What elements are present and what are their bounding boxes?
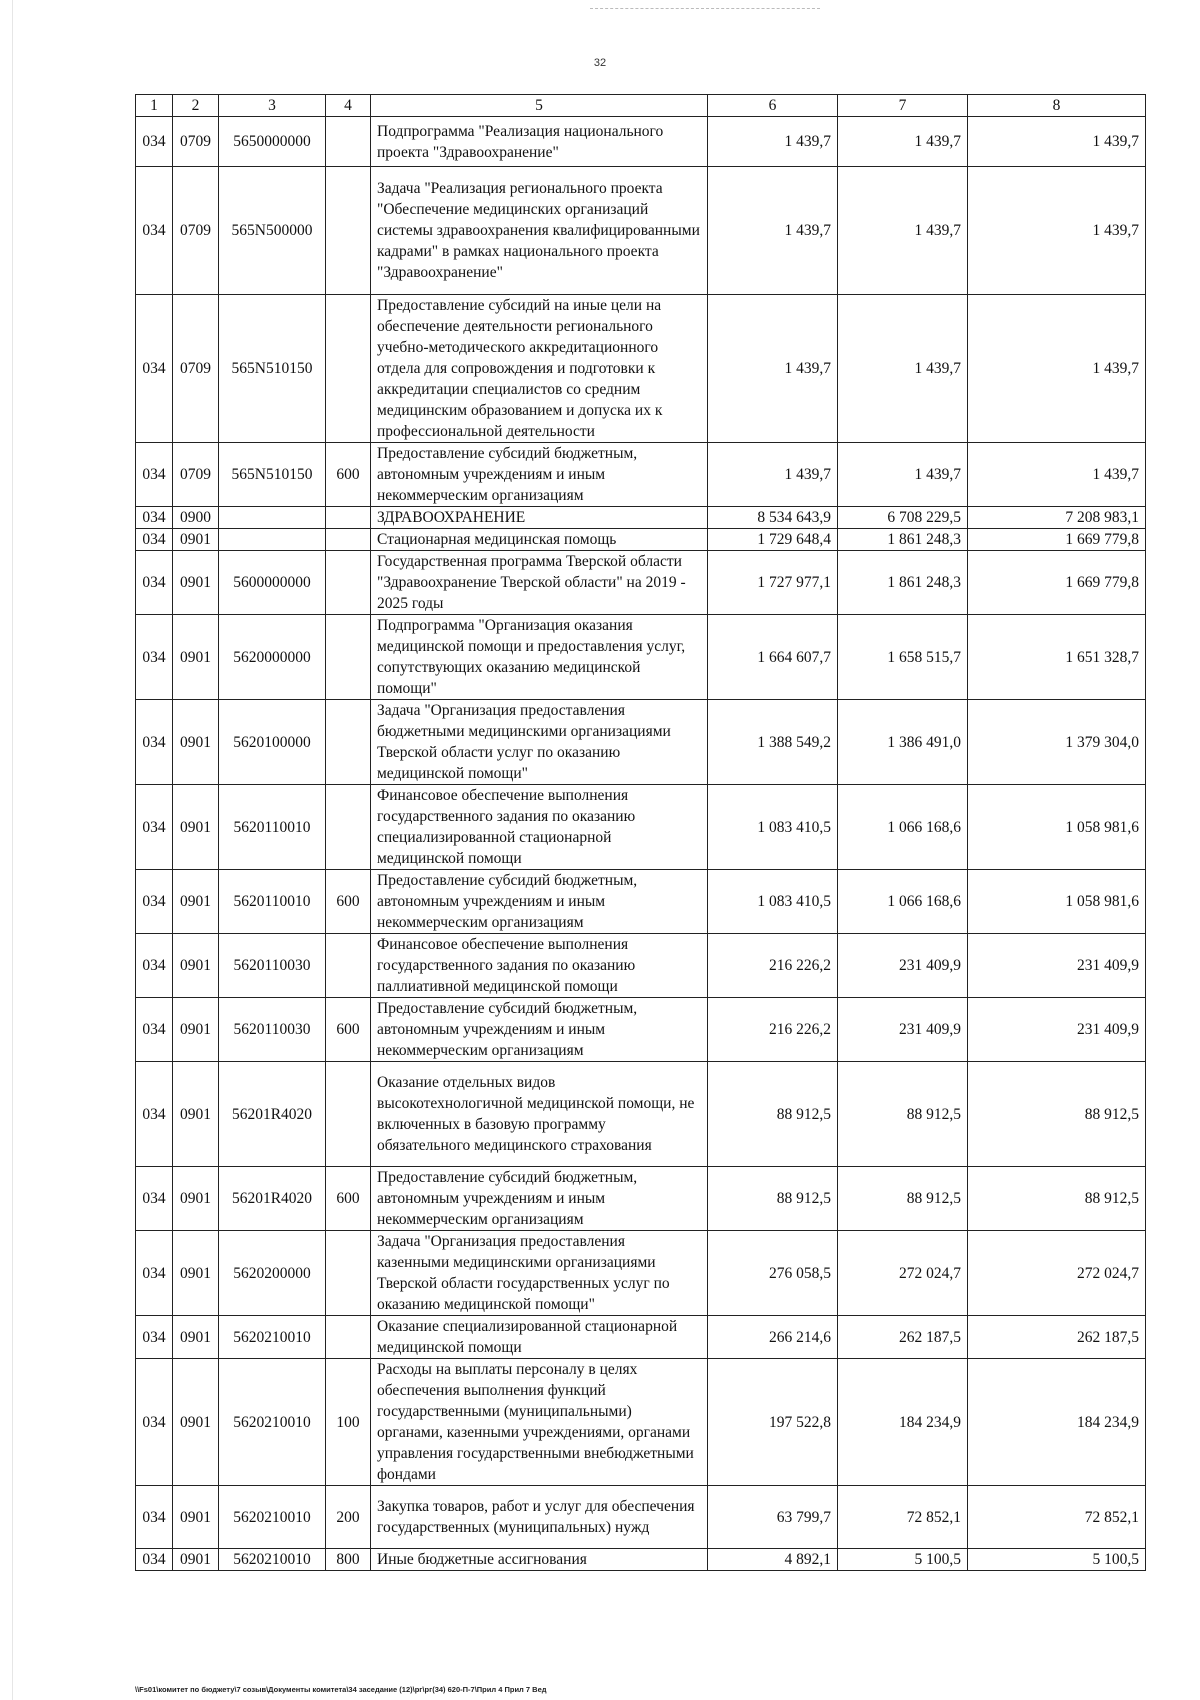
table-cell-7: 1 439,7 [838, 117, 968, 167]
table-cell-5: Государственная программа Тверской области "Здравоохранение Тверской области" на 2019 - 2025 годы [371, 551, 708, 615]
table-cell-4 [326, 615, 371, 700]
header-cell: 7 [838, 95, 968, 117]
table-cell-3: 565N510150 [219, 295, 326, 443]
table-cell-6: 1 083 410,5 [708, 785, 838, 870]
table-row [136, 1062, 1146, 1167]
header-row [136, 95, 1146, 117]
table-cell-2: 0901 [173, 998, 219, 1062]
table-cell-5: Финансовое обеспечение выполнения государственного задания по оказанию паллиативной медицинской помощи [371, 934, 708, 998]
table-cell-5: Стационарная медицинская помощь [371, 529, 708, 551]
header-cell: 4 [326, 95, 371, 117]
table-cell-7: 88 912,5 [838, 1062, 968, 1167]
scan-top-mark [590, 8, 820, 10]
table-cell-1: 034 [136, 934, 173, 998]
table-cell-1: 034 [136, 551, 173, 615]
table-cell-2: 0901 [173, 1316, 219, 1359]
table-cell-1: 034 [136, 785, 173, 870]
table-cell-6: 1 439,7 [708, 167, 838, 295]
table-cell-6: 1 439,7 [708, 443, 838, 507]
table-cell-8: 1 669 779,8 [968, 551, 1146, 615]
table-row [136, 615, 1146, 700]
table-cell-1: 034 [136, 1167, 173, 1231]
table-cell-2: 0901 [173, 1062, 219, 1167]
table-row [136, 1549, 1146, 1571]
table-cell-8: 231 409,9 [968, 998, 1146, 1062]
table-cell-7: 1 439,7 [838, 295, 968, 443]
table-row [136, 785, 1146, 870]
table-cell-4: 800 [326, 1549, 371, 1571]
table-cell-6: 1 439,7 [708, 295, 838, 443]
table-cell-5: Предоставление субсидий на иные цели на обеспечение деятельности регионального учебно-методического аккредитационного отдела для сопровождения и подготовки к аккредитации специалистов со средним медицинским образованием и допуска их к профессиональной деятельности [371, 295, 708, 443]
table-cell-2: 0901 [173, 551, 219, 615]
table-cell-7: 1 439,7 [838, 167, 968, 295]
table-cell-2: 0901 [173, 934, 219, 998]
table-row [136, 1359, 1146, 1486]
table-cell-2: 0901 [173, 1231, 219, 1316]
table-row [136, 934, 1146, 998]
table-cell-8: 1 058 981,6 [968, 870, 1146, 934]
table-cell-6: 1 439,7 [708, 117, 838, 167]
table-cell-2: 0901 [173, 1167, 219, 1231]
table-cell-8: 1 439,7 [968, 443, 1146, 507]
table-cell-1: 034 [136, 1549, 173, 1571]
table-cell-4 [326, 1062, 371, 1167]
file-path-footer: \\Fs01\комитет по бюджету\7 созыв\Документы комитета\34 заседание (12)\рг\рг(34) 620-П-7\Прил 4 Прил 7 Вед [135, 1685, 547, 1694]
table-cell-5: Финансовое обеспечение выполнения государственного задания по оказанию специализированной стационарной медицинской помощи [371, 785, 708, 870]
table-cell-3: 5620200000 [219, 1231, 326, 1316]
table-cell-6: 197 522,8 [708, 1359, 838, 1486]
table-cell-7: 1 658 515,7 [838, 615, 968, 700]
table-cell-2: 0901 [173, 700, 219, 785]
table-cell-1: 034 [136, 998, 173, 1062]
table-cell-3: 5620110010 [219, 870, 326, 934]
table-cell-1: 034 [136, 117, 173, 167]
table-cell-3: 5650000000 [219, 117, 326, 167]
table-cell-7: 231 409,9 [838, 998, 968, 1062]
table-cell-4 [326, 295, 371, 443]
table-cell-3: 5620110030 [219, 998, 326, 1062]
table-cell-3: 565N510150 [219, 443, 326, 507]
table-cell-4: 600 [326, 998, 371, 1062]
table-cell-1: 034 [136, 700, 173, 785]
table-cell-1: 034 [136, 1062, 173, 1167]
table-cell-1: 034 [136, 1359, 173, 1486]
table-cell-4: 600 [326, 870, 371, 934]
table-cell-4: 600 [326, 443, 371, 507]
table-cell-2: 0901 [173, 615, 219, 700]
table-cell-4 [326, 167, 371, 295]
table-cell-5: Задача "Организация предоставления казенными медицинскими организациями Тверской области государственных услуг по оказанию медицинской помощи" [371, 1231, 708, 1316]
table-cell-2: 0709 [173, 117, 219, 167]
table-row [136, 443, 1146, 507]
table-cell-6: 266 214,6 [708, 1316, 838, 1359]
table-row [136, 998, 1146, 1062]
table-cell-8: 184 234,9 [968, 1359, 1146, 1486]
table-cell-8: 88 912,5 [968, 1062, 1146, 1167]
table-row [136, 551, 1146, 615]
table-cell-2: 0709 [173, 167, 219, 295]
table-cell-1: 034 [136, 1486, 173, 1549]
table-cell-4 [326, 934, 371, 998]
table-cell-2: 0901 [173, 1549, 219, 1571]
table-cell-7: 72 852,1 [838, 1486, 968, 1549]
table-cell-7: 88 912,5 [838, 1167, 968, 1231]
table-cell-2: 0901 [173, 870, 219, 934]
table-cell-3: 5600000000 [219, 551, 326, 615]
table-cell-6: 1 388 549,2 [708, 700, 838, 785]
table-cell-3: 56201R4020 [219, 1167, 326, 1231]
table-row [136, 1316, 1146, 1359]
table-cell-3 [219, 529, 326, 551]
table-cell-2: 0901 [173, 1486, 219, 1549]
budget-table [135, 94, 1146, 1571]
table-cell-6: 1 727 977,1 [708, 551, 838, 615]
table-cell-1: 034 [136, 529, 173, 551]
table-cell-6: 216 226,2 [708, 934, 838, 998]
table-row [136, 529, 1146, 551]
table-cell-4 [326, 785, 371, 870]
header-cell: 8 [968, 95, 1146, 117]
table-cell-4: 200 [326, 1486, 371, 1549]
table-cell-4 [326, 1316, 371, 1359]
table-cell-4: 600 [326, 1167, 371, 1231]
header-cell: 2 [173, 95, 219, 117]
table-cell-3: 5620210010 [219, 1316, 326, 1359]
table-row [136, 1231, 1146, 1316]
table-cell-4: 100 [326, 1359, 371, 1486]
table-cell-3: 5620210010 [219, 1486, 326, 1549]
table-cell-6: 4 892,1 [708, 1549, 838, 1571]
table-cell-6: 1 664 607,7 [708, 615, 838, 700]
table-cell-5: Иные бюджетные ассигнования [371, 1549, 708, 1571]
table-cell-7: 1 861 248,3 [838, 529, 968, 551]
table-cell-8: 1 439,7 [968, 167, 1146, 295]
table-cell-8: 1 058 981,6 [968, 785, 1146, 870]
table-cell-7: 262 187,5 [838, 1316, 968, 1359]
table-cell-8: 72 852,1 [968, 1486, 1146, 1549]
table-cell-5: Задача "Организация предоставления бюджетными медицинскими организациями Тверской области услуг по оказанию медицинской помощи" [371, 700, 708, 785]
scan-edge-line [12, 0, 13, 1700]
table-cell-3: 5620100000 [219, 700, 326, 785]
table-cell-7: 1 439,7 [838, 443, 968, 507]
table-cell-5: ЗДРАВООХРАНЕНИЕ [371, 507, 708, 529]
table-cell-6: 88 912,5 [708, 1167, 838, 1231]
table-cell-3: 5620210010 [219, 1359, 326, 1486]
table-cell-6: 1 729 648,4 [708, 529, 838, 551]
table-cell-7: 6 708 229,5 [838, 507, 968, 529]
table-cell-3 [219, 507, 326, 529]
page-number: 32 [593, 57, 607, 69]
table-cell-4 [326, 700, 371, 785]
table-cell-4 [326, 551, 371, 615]
table-cell-8: 7 208 983,1 [968, 507, 1146, 529]
table-cell-8: 272 024,7 [968, 1231, 1146, 1316]
table-cell-1: 034 [136, 167, 173, 295]
table-cell-1: 034 [136, 295, 173, 443]
header-cell: 5 [371, 95, 708, 117]
table-row [136, 117, 1146, 167]
header-cell: 1 [136, 95, 173, 117]
table-row [136, 167, 1146, 295]
table-cell-5: Задача "Реализация регионального проекта "Обеспечение медицинских организаций системы здравоохранения квалифицированными кадрами" в рамках национального проекта "Здравоохранение" [371, 167, 708, 295]
header-cell: 3 [219, 95, 326, 117]
table-cell-8: 1 651 328,7 [968, 615, 1146, 700]
table-cell-7: 1 066 168,6 [838, 870, 968, 934]
table-cell-2: 0900 [173, 507, 219, 529]
table-cell-1: 034 [136, 507, 173, 529]
table-cell-7: 1 861 248,3 [838, 551, 968, 615]
table-cell-8: 1 669 779,8 [968, 529, 1146, 551]
table-cell-6: 88 912,5 [708, 1062, 838, 1167]
table-cell-3: 5620000000 [219, 615, 326, 700]
table-cell-7: 272 024,7 [838, 1231, 968, 1316]
table-cell-7: 184 234,9 [838, 1359, 968, 1486]
table-row [136, 870, 1146, 934]
table-cell-8: 5 100,5 [968, 1549, 1146, 1571]
table-cell-2: 0709 [173, 295, 219, 443]
table-cell-5: Предоставление субсидий бюджетным, автономным учреждениям и иным некоммерческим организациям [371, 443, 708, 507]
table-cell-3: 5620110030 [219, 934, 326, 998]
table-cell-7: 5 100,5 [838, 1549, 968, 1571]
table-row [136, 1486, 1146, 1549]
table-body [136, 117, 1146, 1571]
table-row [136, 700, 1146, 785]
header-cell: 6 [708, 95, 838, 117]
table-cell-1: 034 [136, 1231, 173, 1316]
table-cell-8: 231 409,9 [968, 934, 1146, 998]
table-cell-5: Закупка товаров, работ и услуг для обеспечения государственных (муниципальных) нужд [371, 1486, 708, 1549]
table-cell-8: 262 187,5 [968, 1316, 1146, 1359]
table-cell-4 [326, 1231, 371, 1316]
table-cell-6: 8 534 643,9 [708, 507, 838, 529]
table-cell-6: 1 083 410,5 [708, 870, 838, 934]
table-cell-2: 0901 [173, 529, 219, 551]
table-cell-5: Предоставление субсидий бюджетным, автономным учреждениям и иным некоммерческим организациям [371, 1167, 708, 1231]
table-row [136, 507, 1146, 529]
table-cell-7: 231 409,9 [838, 934, 968, 998]
table-cell-6: 216 226,2 [708, 998, 838, 1062]
table-cell-8: 88 912,5 [968, 1167, 1146, 1231]
table-cell-5: Предоставление субсидий бюджетным, автономным учреждениям и иным некоммерческим организациям [371, 870, 708, 934]
table-cell-5: Предоставление субсидий бюджетным, автономным учреждениям и иным некоммерческим организациям [371, 998, 708, 1062]
table-cell-8: 1 439,7 [968, 117, 1146, 167]
table-cell-5: Оказание специализированной стационарной медицинской помощи [371, 1316, 708, 1359]
table-row [136, 295, 1146, 443]
table-cell-6: 276 058,5 [708, 1231, 838, 1316]
table-cell-4 [326, 529, 371, 551]
table-cell-1: 034 [136, 443, 173, 507]
table-cell-3: 56201R4020 [219, 1062, 326, 1167]
table-cell-1: 034 [136, 870, 173, 934]
table-cell-4 [326, 507, 371, 529]
table-cell-6: 63 799,7 [708, 1486, 838, 1549]
table-cell-4 [326, 117, 371, 167]
table-cell-5: Подпрограмма "Реализация национального проекта "Здравоохранение" [371, 117, 708, 167]
table-cell-2: 0901 [173, 1359, 219, 1486]
table-cell-1: 034 [136, 615, 173, 700]
table-row [136, 1167, 1146, 1231]
table-cell-8: 1 379 304,0 [968, 700, 1146, 785]
table-cell-3: 565N500000 [219, 167, 326, 295]
table-cell-8: 1 439,7 [968, 295, 1146, 443]
table-cell-3: 5620210010 [219, 1549, 326, 1571]
table-cell-7: 1 386 491,0 [838, 700, 968, 785]
table-cell-5: Подпрограмма "Организация оказания медицинской помощи и предоставления услуг, сопутствующих оказанию медицинской помощи" [371, 615, 708, 700]
table-cell-3: 5620110010 [219, 785, 326, 870]
table-cell-5: Расходы на выплаты персоналу в целях обеспечения выполнения функций государственными (муниципальными) органами, казенными учреждениями, органами управления государственными внебюджетными фондами [371, 1359, 708, 1486]
table-cell-5: Оказание отдельных видов высокотехнологичной медицинской помощи, не включенных в базовую программу обязательного медицинского страхования [371, 1062, 708, 1167]
table-cell-7: 1 066 168,6 [838, 785, 968, 870]
table-cell-2: 0901 [173, 785, 219, 870]
table-cell-2: 0709 [173, 443, 219, 507]
table-cell-1: 034 [136, 1316, 173, 1359]
